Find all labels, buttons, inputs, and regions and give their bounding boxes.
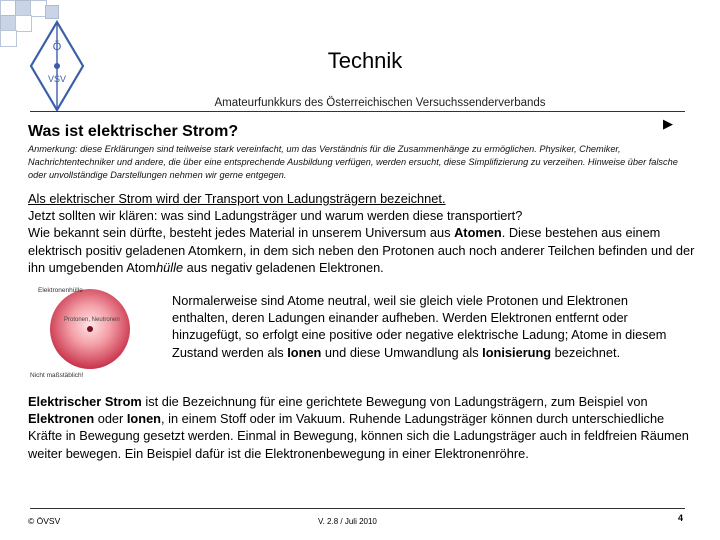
play-icon[interactable]: ▶: [663, 116, 673, 131]
text-run: ist die Bezeichnung für eine gerichtete Bewegung von Ladungsträgern, zum Beispiel von: [141, 394, 648, 409]
text-run: Wie bekannt sein dürfte, besteht jedes Material in unserem Universum aus: [28, 225, 455, 241]
text-run-bold: Atomen: [454, 225, 502, 241]
footer-version: V. 2.8 / Juli 2010: [318, 517, 377, 526]
text-run-bold: Ionisierung: [482, 344, 552, 360]
text-run: oder: [94, 411, 127, 427]
text-run-bold: Ionen: [287, 344, 322, 360]
text-run-bold: Elektrischer Strom: [28, 394, 142, 409]
oevsv-logo: [28, 20, 86, 112]
atom-label-core: Protonen, Neutronen: [64, 317, 120, 323]
intro-paragraph: [28, 190, 698, 276]
ion-paragraph: [172, 292, 687, 361]
atom-label-shell: Elektronenhülle: [38, 287, 83, 294]
text-run: . Diese bestehen aus einem elektrisch positiv geladenen Atomkern, in dem sich neben den Protonen auch noch anderer Teilchen befinden und der ihn umgebenden Atom: [28, 225, 695, 275]
current-paragraph: [28, 393, 698, 462]
decor-square: [45, 5, 59, 19]
text-run-bold: Elektronen: [28, 411, 95, 427]
page-title: Technik: [327, 48, 403, 73]
footer-copyright: © ÖVSV: [28, 516, 61, 526]
atom-label-scale: Nicht maßstäblich!: [30, 372, 84, 379]
text-run: bezeichnet.: [551, 344, 621, 360]
text-run: aus negativ geladenen Elektronen.: [183, 259, 384, 275]
text-run: Normalerweise sind Atome neutral, weil sie gleich viele Protonen und Elektronen enthalten, deren Ladungen einander aufheben. Werden Elektronen entfernt oder hinzugefügt, so erfolgt eine positive oder negative elektrische Ladung; Atome in diesem Zustand werden als: [172, 293, 667, 360]
question-line: Jetzt sollten wir klären: was sind Ladungsträger und warum werden diese transportiert?: [28, 208, 523, 224]
svg-text:Ö: Ö: [52, 41, 62, 53]
definition-line: Als elektrischer Strom wird der Transport von Ladungsträgern bezeichnet.: [28, 191, 446, 206]
note-text: Anmerkung: diese Erklärungen sind teilweise stark vereinfacht, um das Verständnis für die Zusammenhänge zu ermöglichen. Physiker, Chemiker, Nachrichtentechniker und andere, die über eine entsprechende Ausbildung verfügen, werden ersucht, diese Simplifizierung zu verzeihen. Hinweise über falsche oder unvollständige Darstellungen nehmen wir gerne entgegen.: [28, 144, 678, 181]
text-run-bold: Ionen: [126, 411, 161, 427]
slide-heading: Was ist elektrischer Strom?: [28, 123, 239, 140]
page-number: 4: [678, 513, 684, 523]
text-run: und diese Umwandlung als: [321, 344, 483, 360]
divider: [30, 111, 685, 112]
text-run-italic: hülle: [156, 259, 184, 275]
svg-text:VSV: VSV: [47, 74, 67, 84]
atom-illustration: [26, 285, 152, 383]
text-run: , in einem Stoff oder im Vakuum. Ruhende Ladungsträger können durch unterschiedliche Kräfte in Bewegung gesetzt werden. Einmal in Bewegung, können sich die Ladungsträger auch in feldfreien Räumen weiter bewegen. Ein Beispiel dafür ist die Elektronenbewegung in einer Elektronenröhre.: [28, 411, 689, 461]
decor-square: [0, 30, 17, 47]
divider: [30, 508, 685, 509]
page-subtitle: Amateurfunkkurs des Österreichischen Versuchssenderverbands: [214, 97, 546, 109]
